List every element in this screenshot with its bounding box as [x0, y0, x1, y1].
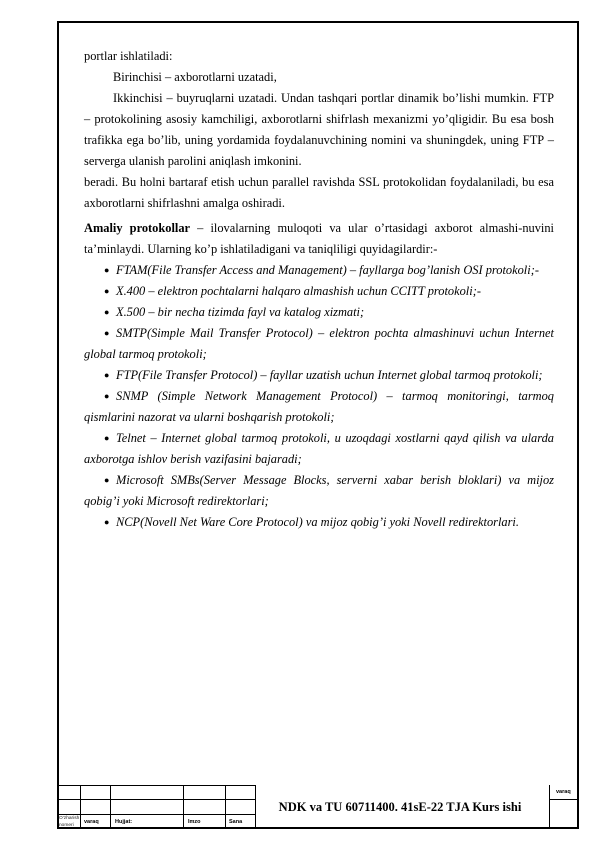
- list-item-text: SMTP(Simple Mail Transfer Protocol) – elektron pochta almashinuvi uchun Internet global tarmoq protokoli;: [84, 326, 554, 361]
- bullet-icon: ●: [104, 475, 110, 485]
- list-item: [84, 428, 554, 470]
- list-item-text: FTAM(File Transfer Access and Management) – fayllarga bog’lanish OSI protokoli;-: [116, 263, 539, 277]
- list-item-text: Telnet – Internet global tarmoq protokoli, u uzoqdagi xostlarni qayd qilish va ularda axborotga ishlov berish vazifasini bajaradi;: [84, 431, 554, 466]
- column-date: Sana: [229, 819, 243, 825]
- title-block-divider: [110, 785, 111, 829]
- bullet-icon: ●: [104, 391, 110, 401]
- list-item-text: X.500 – bir necha tizimda fayl va katalog xizmati;: [116, 305, 365, 319]
- document-title: NDK va TU 60711400. 41sE-22 TJA Kurs ishi: [278, 800, 522, 814]
- sheet-label: varaq: [556, 789, 571, 795]
- protocol-list: [84, 260, 554, 533]
- list-item: [84, 260, 554, 281]
- column-change: O’zharish: [59, 816, 80, 821]
- paragraph-second: Ikkinchisi – buyruqlarni uzatadi. Undan tashqari portlar dinamik bo’lishi mumkin. FTP – protokolining asosiy kamchiligi, axborotlarni shifrlash mexanizmi yo’qligidir. Bu esa bosh trafikka ega bo’lib, uning yordamida foydalanuvchining nomini va shuningdek, uning FTP – serverga ulanish parolini aniqlash imkonini.: [84, 91, 554, 168]
- list-item: [84, 302, 554, 323]
- list-item-text: Microsoft SMBs(Server Message Blocks, serverni xabar berish bloklari) va mijoz qobig’i yoki Microsoft redirektorlari;: [84, 473, 554, 508]
- bullet-icon: ●: [104, 265, 110, 275]
- title-block: [57, 785, 579, 829]
- paragraph-ssl: beradi. Bu holni bartaraf etish uchun parallel ravishda SSL protokolidan foydalaniladi, bu esa axborotlarni shifrlashni amalga oshiradi.: [84, 175, 554, 210]
- list-item-text: X.400 – elektron pochtalarni halqaro almashish uchun CCITT protokoli;-: [116, 284, 481, 298]
- list-item: [84, 365, 554, 386]
- title-block-divider: [80, 785, 81, 829]
- title-block-divider: [549, 785, 550, 829]
- bullet-icon: ●: [104, 370, 110, 380]
- list-item-text: SNMP (Simple Network Management Protocol) – tarmoq monitoringi, tarmoq qismlarini nazorat va ularni boshqarish protokoli;: [84, 389, 554, 424]
- bullet-icon: ●: [104, 328, 110, 338]
- title-block-divider: [183, 785, 184, 829]
- column-sheet: varaq: [84, 819, 99, 825]
- column-number: nomeri: [59, 823, 74, 828]
- list-item: [84, 470, 554, 512]
- application-protocols-definition: – ilovalarning muloqoti va ular o’rtasidagi axborot almashi-nuvini ta’minlaydi. Ularning ko’p ishlatiladigani va taniqliligi quyidagilardir:-: [84, 221, 554, 256]
- title-block-divider: [225, 785, 226, 829]
- document-body: [84, 46, 554, 533]
- bullet-icon: ●: [104, 286, 110, 296]
- list-item: [84, 512, 554, 533]
- column-document: Hujjat:: [115, 819, 133, 825]
- title-block-rule: [549, 799, 579, 800]
- bullet-icon: ●: [104, 433, 110, 443]
- list-item: [84, 386, 554, 428]
- term-application-protocols: Amaliy protokollar: [84, 221, 191, 235]
- paragraph-first: Birinchisi – axborotlarni uzatadi,: [113, 70, 277, 84]
- list-item-text: NCP(Novell Net Ware Core Protocol) va mijoz qobig’i yoki Novell redirektorlari.: [116, 515, 519, 529]
- list-item: [84, 323, 554, 365]
- bullet-icon: ●: [104, 307, 110, 317]
- list-item-text: FTP(File Transfer Protocol) – fayllar uzatish uchun Internet global tarmoq protokoli;: [116, 368, 543, 382]
- paragraph-application-protocols: [84, 218, 554, 260]
- column-signature: Imzo: [188, 819, 201, 825]
- list-item: [84, 281, 554, 302]
- bullet-icon: ●: [104, 517, 110, 527]
- paragraph-intro: portlar ishlatiladi:: [84, 49, 173, 63]
